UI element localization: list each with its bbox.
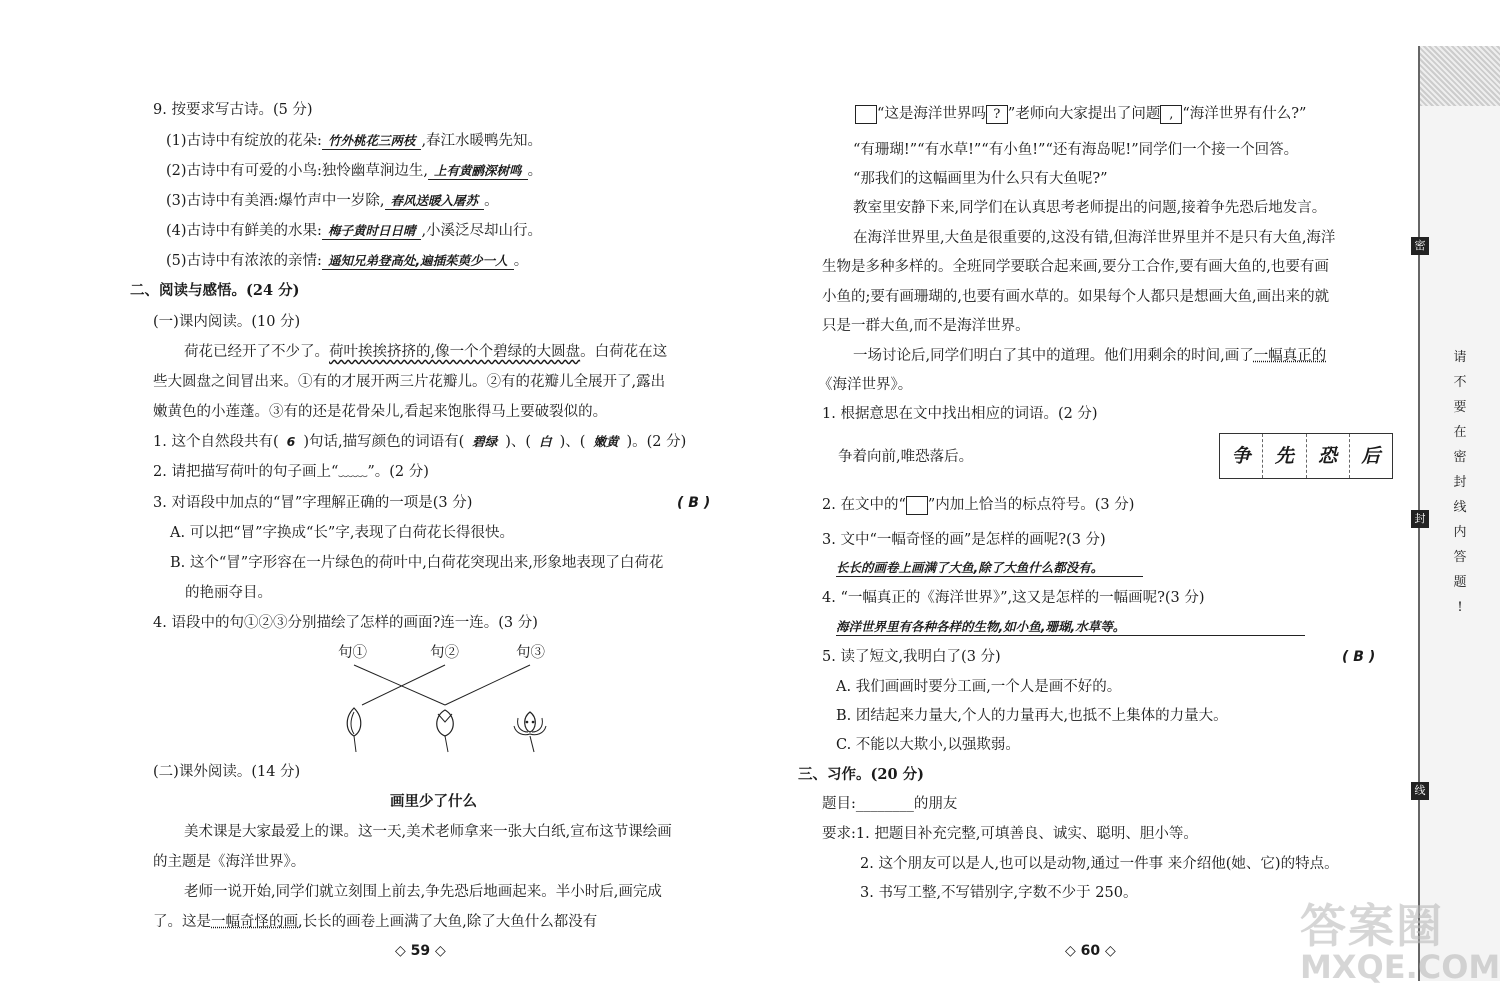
passage-line-3: 嫩黄色的小莲蓬。③有的还是花骨朵儿,看起来饱胀得马上要破裂似的。	[153, 404, 608, 420]
answer: 上有黄鹂深树鸣	[428, 163, 528, 180]
passage-line-2: 些大圆盘之间冒出来。①有的才展开两三片花瓣儿。②有的花瓣儿全展开了,露出	[153, 374, 666, 390]
page-number-left: ◇ 59 ◇	[395, 943, 446, 959]
q9-item-2: (2)古诗中有可爱的小鸟:独怜幽草涧边生, 上有黄鹂深树鸣 。	[166, 163, 543, 179]
part-1-title: (一)课内阅读。(10 分)	[153, 314, 301, 330]
r-question-5: 5. 读了短文,我明白了(3 分)	[822, 649, 1001, 665]
seal-tag-2: 封	[1411, 510, 1429, 528]
punctuation-box	[855, 105, 877, 124]
texture-pattern	[1420, 46, 1500, 106]
q9-item-4: (4)古诗中有鲜美的水果: 梅子黄时日日晴 ,小溪泛尽却山行。	[166, 223, 543, 239]
answer: 竹外桃花三两枝	[322, 133, 422, 150]
essay-req-2: 2. 这个朋友可以是人,也可以是动物,通过一件事 来介绍他(她、它)的特点。	[860, 856, 1339, 872]
right-line-6: 生物是多种多样的。全班同学要联合起来画,要分工合作,要有画大鱼的,也要有画	[822, 259, 1329, 275]
right-line-8: 只是一群大鱼,而不是海洋世界。	[822, 318, 1030, 334]
option-b-line-1: B. 这个“冒”字形容在一片绿色的荷叶中,白荷花突现出来,形象地表现了白荷花	[170, 555, 664, 571]
matching-diagram	[330, 660, 570, 755]
passage-line-1: 荷花已经开了不少了。荷叶挨挨挤挤的,像一个个碧绿的大圆盘。白荷花在这	[184, 344, 668, 360]
match-label-2: 句②	[430, 645, 459, 661]
r-question-5-answer: ( B )	[1342, 649, 1376, 665]
r-question-2: 2. 在文中的“ ”内加上恰当的标点符号。(3 分)	[822, 497, 1135, 513]
grid-cell: 先	[1262, 434, 1305, 478]
section-3-title: 三、习作。(20 分)	[798, 766, 924, 783]
margin-notice: 请 不 要 在 密 封 线 内 答 题 !	[1453, 350, 1467, 615]
match-label-1: 句①	[338, 645, 367, 661]
answer: 遥知兄弟登高处,遍插茱萸少一人	[322, 253, 514, 270]
lotus-full-bloom-icon	[514, 712, 546, 752]
answer: 春风送暖入屠苏	[385, 193, 485, 210]
option-a: A. 可以把“冒”字换成“长”字,表现了白荷花长得很快。	[170, 525, 514, 541]
r-question-3: 3. 文中“一幅奇怪的画”是怎样的画呢?(3 分)	[822, 532, 1106, 548]
question-2: 2. 请把描写荷叶的句子画上“﹏﹏”。(2 分)	[153, 464, 429, 480]
punctuation-box: ,	[1160, 105, 1182, 124]
answer: 梅子黄时日日晴	[322, 223, 422, 240]
essay-req-1: 要求:1. 把题目补充完整,可填善良、诚实、聪明、胆小等。	[822, 826, 1198, 842]
question-3-answer: ( B )	[677, 495, 711, 511]
story-line-2: 的主题是《海洋世界》。	[153, 854, 306, 870]
option-b-line-2: 的艳丽夺目。	[185, 585, 272, 601]
part-2-title: (二)课外阅读。(14 分)	[153, 764, 301, 780]
right-line-7: 小鱼的;要有画珊瑚的,也要有画水草的。如果每个人都只是想画大鱼,画出来的就	[822, 289, 1330, 305]
r-question-4-answer: 海洋世界里有各种各样的生物,如小鱼,珊瑚,水草等。	[836, 617, 1305, 637]
r-question-3-answer: 长长的画卷上画满了大鱼,除了大鱼什么都没有。	[836, 558, 1143, 578]
question-1: 1. 这个自然段共有( 6 )句话,描写颜色的词语有( 碧绿 )、( 白 )、( 嫩黄 )。(2 分)	[153, 434, 687, 450]
right-line-3: “那我们的这幅画里为什么只有大鱼呢?”	[853, 171, 1108, 187]
essay-req-3: 3. 书写工整,不写错别字,字数不少于 250。	[860, 885, 1138, 901]
story-title: 画里少了什么	[390, 793, 477, 810]
section-2-title: 二、阅读与感悟。(24 分)	[130, 282, 300, 299]
page-number-right: ◇ 60 ◇	[1065, 943, 1116, 959]
punctuation-box: ?	[986, 105, 1008, 124]
grid-cell: 恐	[1306, 434, 1349, 478]
r-option-b: B. 团结起来力量大,个人的力量再大,也抵不上集体的力量大。	[836, 708, 1228, 724]
question-4: 4. 语段中的句①②③分别描绘了怎样的画面?连一连。(3 分)	[153, 615, 538, 631]
q9-item-5: (5)古诗中有浓浓的亲情: 遥知兄弟登高处,遍插茱萸少一人 。	[166, 253, 529, 269]
answer-grid	[1219, 433, 1393, 479]
right-line-5: 在海洋世界里,大鱼是很重要的,这没有错,但海洋世界里并不是只有大鱼,海洋	[853, 230, 1336, 246]
question-3: 3. 对语段中加点的“冒”字理解正确的一项是(3 分)	[153, 495, 473, 511]
right-line-2: “有珊瑚!”“有水草!”“有小鱼!”“还有海岛呢!”同学们一个接一个回答。	[853, 142, 1299, 158]
lotus-bud-icon	[347, 708, 361, 752]
story-line-1: 美术课是大家最爱上的课。这一天,美术老师拿来一张大白纸,宣布这节课绘画	[184, 824, 672, 840]
seal-tag-1: 密	[1411, 237, 1429, 255]
r-question-1-meaning: 争着向前,唯恐落后。	[838, 449, 974, 465]
punctuation-box	[906, 496, 928, 515]
q9-title: 9. 按要求写古诗。(5 分)	[153, 102, 313, 118]
story-line-3: 老师一说开始,同学们就立刻围上前去,争先恐后地画起来。半小时后,画完成	[184, 884, 662, 900]
q9-item-3: (3)古诗中有美酒:爆竹声中一岁除, 春风送暖入屠苏 。	[166, 193, 499, 209]
right-line-1: “这是海洋世界吗 ? ”老师向大家提出了问题 , “海洋世界有什么?”	[855, 104, 1306, 124]
r-option-c: C. 不能以大欺小,以强欺弱。	[836, 737, 1020, 753]
right-line-9: 一场讨论后,同学们明白了其中的道理。他们用剩余的时间,画了一幅真正的	[853, 348, 1327, 364]
q9-item-1: (1)古诗中有绽放的花朵: 竹外桃花三两枝 ,春江水暖鸭先知。	[166, 133, 543, 149]
right-line-10: 《海洋世界》。	[818, 377, 913, 393]
watermark-logo: 答案圈 MXQE.COM	[1300, 899, 1500, 986]
r-question-1: 1. 根据意思在文中找出相应的词语。(2 分)	[822, 406, 1098, 422]
match-line	[445, 665, 530, 705]
r-question-4: 4. “一幅真正的《海洋世界》”,这又是怎样的一幅画呢?(3 分)	[822, 590, 1205, 606]
grid-cell: 后	[1349, 434, 1392, 478]
right-line-4: 教室里安静下来,同学们在认真思考老师提出的问题,接着争先恐后地发言。	[853, 200, 1327, 216]
match-label-3: 句③	[516, 645, 545, 661]
essay-topic: 题目:________的朋友	[822, 796, 958, 812]
seal-tag-3: 线	[1411, 782, 1429, 800]
lotus-half-open-icon	[437, 710, 454, 752]
grid-cell: 争	[1231, 445, 1251, 467]
story-line-4: 了。这是一幅奇怪的画,长长的画卷上画满了大鱼,除了大鱼什么都没有	[153, 914, 598, 930]
r-option-a: A. 我们画画时要分工画,一个人是画不好的。	[836, 679, 1122, 695]
match-line	[354, 665, 445, 705]
